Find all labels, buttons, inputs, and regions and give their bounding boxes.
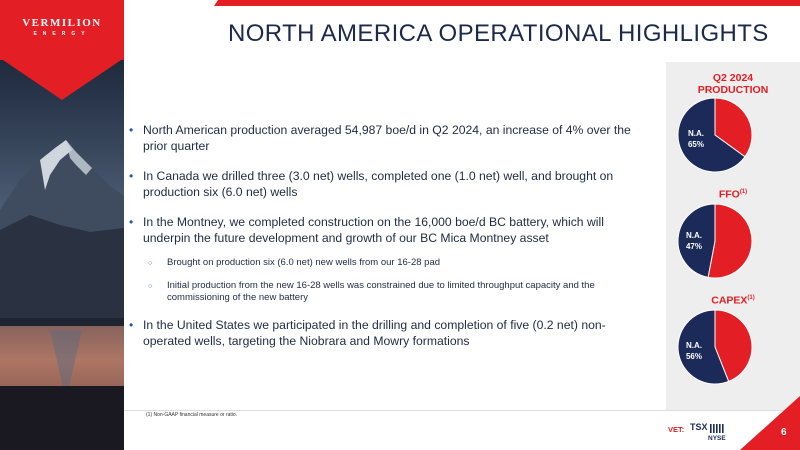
pie-slice-north-america: [678, 204, 715, 277]
highlight-item: [128, 214, 643, 246]
production-chart-title: Q2 2024 PRODUCTION: [697, 72, 769, 96]
footnote: (1) Non-GAAP financial measure or ratio.: [146, 412, 238, 418]
capex-chart-title: CAPEX$^{(1)}$: [711, 294, 755, 307]
stock-ticker: VET:: [668, 425, 685, 434]
sub-highlight-text: Brought on production six (6.0 net) new wells from our 16-28 pad: [167, 257, 441, 268]
ffo-pie-chart: [676, 202, 754, 280]
highlight-text: In the United States we participated in the drilling and completion of five (0.2 net) non-operated wells, targeting the Niobrara and Mowry formations: [143, 317, 606, 348]
exchange-logo-icon: [688, 420, 730, 442]
highlight-text: In the Montney, we completed construction on the 16,000 boe/d BC battery, which will underpin the future development and growth of our BC Mica Montney asset: [143, 215, 604, 245]
bullet-dot-icon: •: [129, 215, 134, 229]
slice-value: 56%: [685, 352, 703, 361]
bullet-dot-icon: •: [129, 169, 134, 183]
production-pie-chart: [676, 96, 754, 174]
capex-pie-chart: [676, 308, 754, 386]
sub-highlight-item: [128, 280, 643, 305]
sub-bullet-circle-icon: ○: [148, 260, 153, 267]
slice-value: 47%: [685, 242, 703, 251]
exchange-tsx-label: TSX: [690, 422, 708, 432]
highlight-item: [128, 168, 643, 200]
slice-label: N.A.: [686, 341, 702, 350]
sub-bullet-circle-icon: ○: [148, 282, 153, 290]
company-logo-wordmark: VERMILION: [22, 17, 102, 29]
page-title: NORTH AMERICA OPERATIONAL HIGHLIGHTS: [228, 20, 769, 47]
sub-highlight-text: Initial production from the new 16-28 wells was constrained due to limited throughput capacity and the commissioning of the new battery: [167, 279, 595, 303]
slice-value: 65%: [687, 140, 705, 149]
slice-label: N.A.: [688, 129, 704, 138]
slice-label: N.A.: [686, 231, 702, 240]
page-number: 6: [781, 427, 787, 438]
bullet-dot-icon: •: [129, 317, 134, 332]
highlight-text: In Canada we drilled three (3.0 net) wells, completed one (1.0 net) well, and brought on production six (6.0 net) wells: [143, 169, 614, 199]
ffo-chart-title: FFO$^{(1)}$: [718, 188, 748, 201]
exchange-nyse-label: NYSE: [708, 435, 726, 442]
logo-wedge-shape: [0, 58, 124, 102]
sub-highlight-item: [128, 257, 643, 270]
highlight-item: [128, 122, 643, 154]
bullet-dot-icon: •: [129, 123, 134, 137]
footer-divider: [124, 410, 800, 411]
company-logo-subtitle: ENERGY: [33, 31, 91, 37]
logo-block: [0, 0, 124, 60]
highlight-text: North American production averaged 54,987 boe/d in Q2 2024, an increase of 4% over the prior quarter: [143, 123, 631, 153]
page-corner-accent: [740, 396, 800, 450]
highlights-list: [128, 122, 643, 349]
highlight-item: [128, 317, 643, 349]
